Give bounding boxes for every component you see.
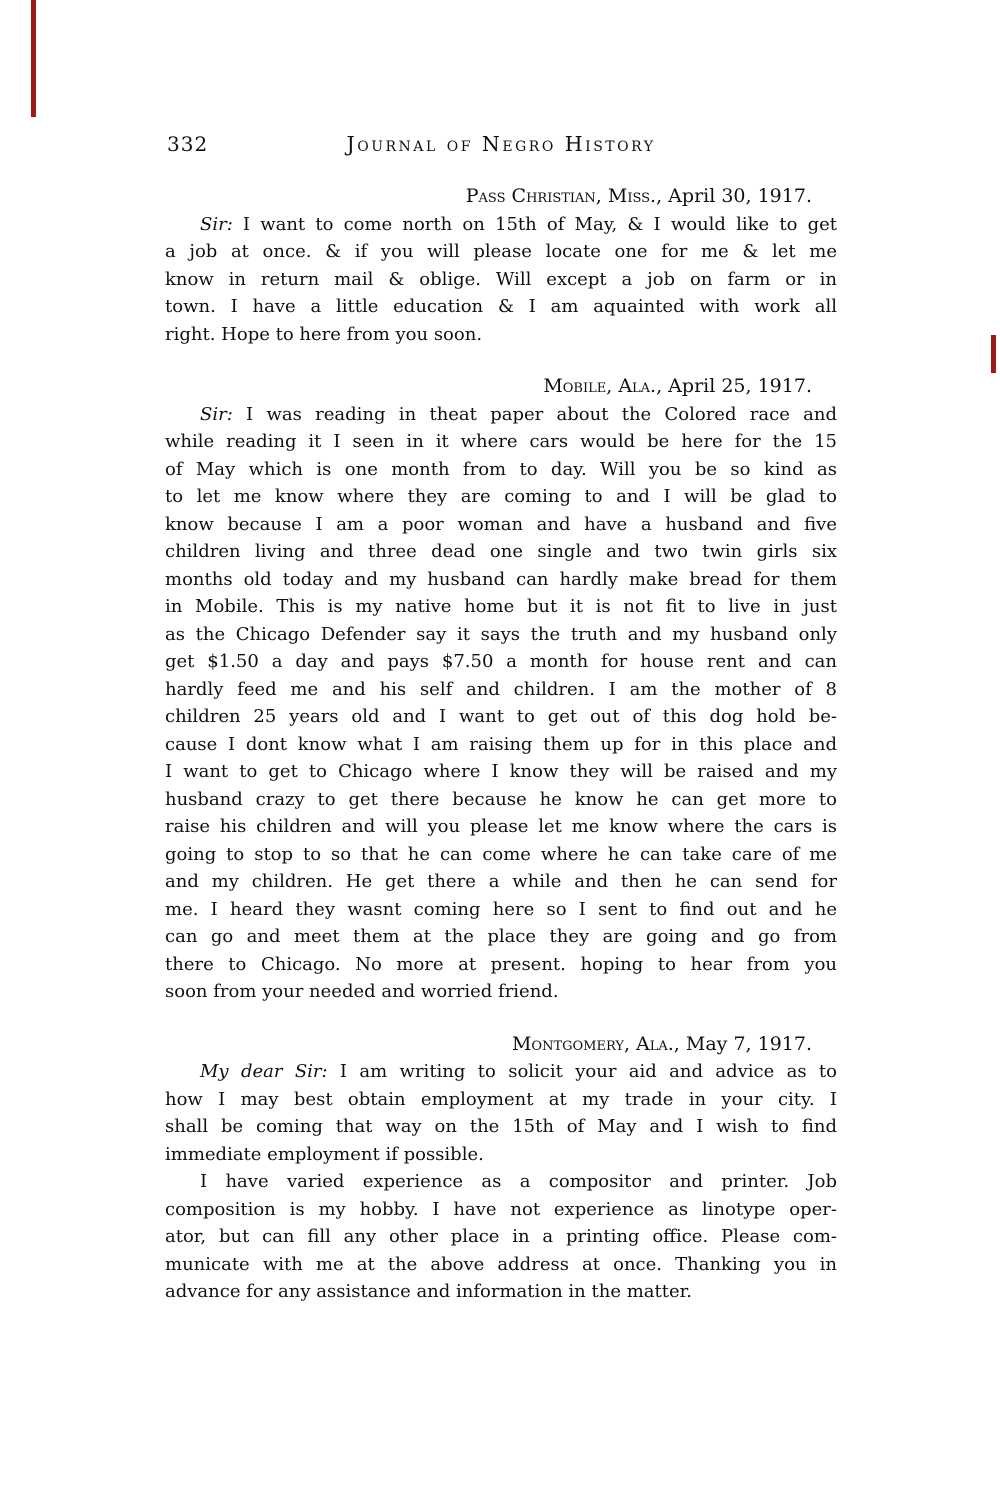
text-line: advance for any assistance and information in the matter.: [165, 1281, 692, 1302]
text-line: soon from your needed and worried friend.: [165, 981, 559, 1002]
text-line: Sir: I want to come north on 15th of May, & I would like to get: [200, 213, 837, 235]
letter: [165, 183, 837, 348]
text-line: town. I have a little education & I am aquainted with work all: [165, 296, 837, 317]
text-line: shall be coming that way on the 15th of May and I wish to find: [165, 1116, 837, 1137]
letters-section: [165, 183, 837, 1306]
salutation: Sir:: [200, 403, 233, 425]
letter-dateline: [165, 183, 837, 211]
text-line: of May which is one month from to day. Will you be so kind as: [165, 458, 837, 480]
text-line: how I may best obtain employment at my trade in your city. I: [165, 1088, 837, 1110]
text-line: right. Hope to here from you soon.: [165, 323, 483, 345]
text-line: ator, but can fill any other place in a printing office. Please com-: [165, 1226, 837, 1247]
text-line: I have varied experience as a compositor and printer. Job: [200, 1171, 837, 1192]
text-line: immediate employment if possible.: [165, 1143, 484, 1165]
scan-artifact-right: [991, 335, 996, 373]
text-line: husband crazy to get there because he know he can get more to: [165, 788, 837, 810]
letter-dateline: [165, 1031, 837, 1059]
text-line: composition is my hobby. I have not experience as linotype oper-: [165, 1198, 837, 1220]
dateline-place: Mobile, Ala.,: [543, 375, 663, 397]
text-line: me. I heard they wasnt coming here so I sent to find out and he: [165, 898, 837, 920]
page-header: [165, 130, 837, 158]
text-line: can go and meet them at the place they are going and go from: [165, 926, 837, 947]
text-line: and my children. He get there a while and then he can send for: [165, 871, 837, 892]
text-line: in Mobile. This is my native home but it is not fit to live in just: [165, 596, 837, 617]
journal-title: Journal of Negro History: [346, 132, 656, 156]
text-line: a job at once. & if you will please locate one for me & let me: [165, 241, 837, 262]
dateline-date: April 25, 1917.: [662, 375, 812, 397]
scan-artifact-left: [31, 0, 36, 117]
text-line: Sir: I was reading in theat paper about the Colored race and: [200, 403, 837, 425]
text-line: months old today and my husband can hardly make bread for them: [165, 568, 837, 590]
letter: [165, 373, 837, 1006]
salutation: Sir:: [200, 213, 233, 235]
text-line: know in return mail & oblige. Will except a job on farm or in: [165, 268, 837, 290]
text-line: going to stop to so that he can come where he can take care of me: [165, 843, 837, 865]
text-line: know because I am a poor woman and have a husband and five: [165, 513, 837, 535]
dateline-place: Montgomery, Ala.,: [511, 1032, 680, 1055]
text-line: there to Chicago. No more at present. hoping to hear from you: [165, 953, 837, 975]
dateline-date: April 30, 1917.: [662, 185, 812, 207]
letter-dateline: [165, 373, 837, 401]
text-line: raise his children and will you please let me know where the cars is: [165, 816, 837, 837]
dateline-date: May 7, 1917.: [679, 1032, 812, 1055]
page-number: 332: [167, 132, 209, 156]
text-line: municate with me at the above address at once. Thanking you in: [165, 1253, 837, 1275]
text-line: to let me know where they are coming to and I will be glad to: [165, 486, 837, 507]
dateline-place: Pass Christian, Miss.,: [465, 185, 663, 207]
page-content: [165, 130, 837, 1306]
salutation: My dear Sir:: [200, 1061, 328, 1082]
text-line: children living and three dead one single and two twin girls six: [165, 541, 837, 562]
text-line: hardly feed me and his self and children. I am the mother of 8: [165, 678, 837, 700]
text-line: get $1.50 a day and pays $7.50 a month for house rent and can: [165, 651, 837, 672]
text-line: while reading it I seen in it where cars would be here for the 15: [165, 431, 837, 452]
text-line: My dear Sir: I am writing to solicit your aid and advice as to: [200, 1061, 837, 1082]
text-line: cause I dont know what I am raising them up for in this place and: [165, 733, 837, 755]
letter: [165, 1031, 837, 1306]
text-line: as the Chicago Defender say it says the truth and my husband only: [165, 623, 837, 645]
text-line: I want to get to Chicago where I know they will be raised and my: [165, 761, 837, 782]
text-line: children 25 years old and I want to get out of this dog hold be-: [165, 706, 837, 727]
